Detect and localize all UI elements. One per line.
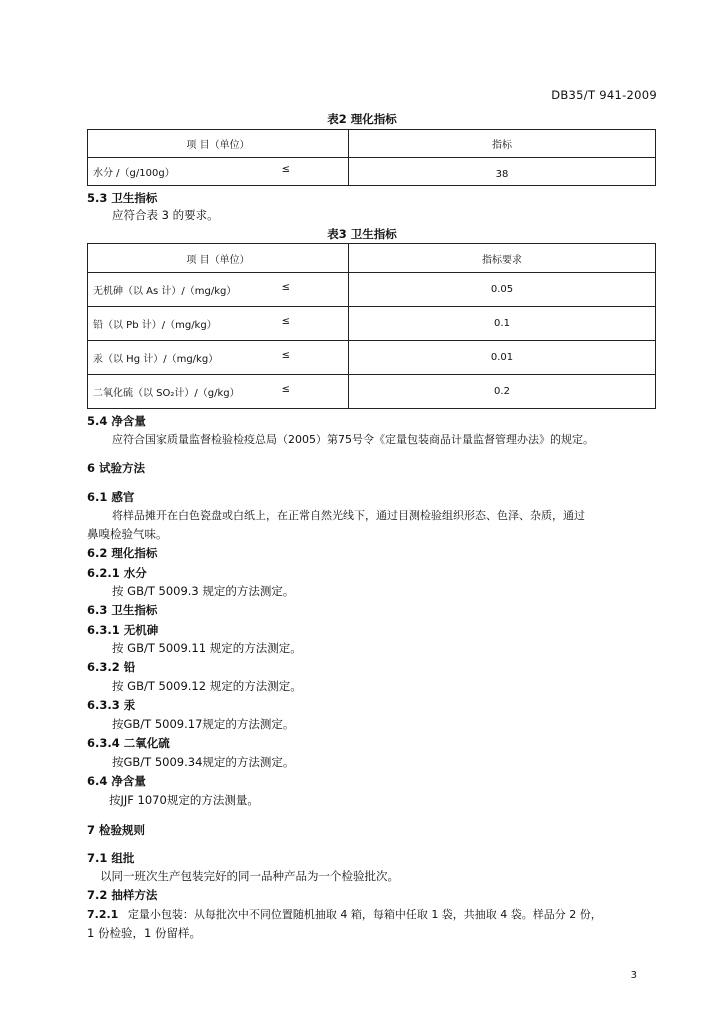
le-symbol: ≤ — [281, 384, 290, 395]
le-symbol: ≤ — [281, 350, 290, 361]
table3-header-value: 指标要求 — [349, 244, 656, 273]
section-7-heading: 7 检验规则 — [87, 823, 146, 837]
section-5-3-heading: 5.3 卫生指标 — [87, 191, 158, 205]
table2 — [87, 129, 656, 186]
section-7-1-heading: 7.1 组批 — [87, 851, 135, 865]
table2-caption: 表2 理化指标 — [327, 112, 397, 126]
le-symbol: ≤ — [281, 316, 290, 327]
table-cell-item — [88, 273, 349, 307]
section-5-3-text: 应符合表 3 的要求。 — [112, 208, 219, 222]
section-6-4-heading: 6.4 净含量 — [87, 774, 146, 788]
item-label: 无机砷（以 As 计）/（mg/kg） — [93, 286, 237, 297]
table3-header-item: 项 目（单位） — [88, 244, 349, 273]
table2-header-value: 指标 — [349, 130, 656, 158]
table-row — [88, 307, 656, 341]
section-7-2-1-number: 7.2.1 — [87, 908, 119, 921]
table-cell-item — [88, 341, 349, 375]
section-6-4-text: 按JJF 1070规定的方法测量。 — [109, 793, 259, 807]
section-7-1-text: 以同一班次生产包装完好的同一品种产品为一个检验批次。 — [100, 869, 399, 883]
section-5-4-heading: 5.4 净含量 — [87, 414, 146, 428]
section-6-2-heading: 6.2 理化指标 — [87, 546, 158, 560]
table-row — [88, 158, 656, 186]
table-cell-value: 0.05 — [349, 273, 656, 307]
section-6-3-1-text: 按 GB/T 5009.11 规定的方法测定。 — [112, 641, 302, 655]
le-symbol: ≤ — [281, 282, 290, 293]
table-cell-item — [88, 158, 349, 186]
table-cell-item — [88, 307, 349, 341]
section-6-1-line2: 鼻嗅检验气味。 — [87, 527, 168, 541]
standard-code: DB35/T 941-2009 — [551, 88, 657, 102]
table-cell-item — [88, 375, 349, 409]
table-row — [88, 375, 656, 409]
table3-header-row — [88, 244, 656, 273]
section-6-3-2-text: 按 GB/T 5009.12 规定的方法测定。 — [112, 679, 302, 693]
table2-header-item: 项 目（单位） — [88, 130, 349, 158]
table3 — [87, 243, 656, 409]
section-6-heading: 6 试验方法 — [87, 461, 146, 475]
table-row — [88, 341, 656, 375]
item-label: 铅（以 Pb 计）/（mg/kg） — [93, 320, 217, 331]
section-6-1-heading: 6.1 感官 — [87, 490, 135, 504]
item-label: 水分 /（g/100g） — [93, 168, 175, 179]
table-cell-value: 0.01 — [349, 341, 656, 375]
item-label: 汞（以 Hg 计）/（mg/kg） — [93, 354, 219, 365]
section-5-4-text: 应符合国家质量监督检验检疫总局（2005）第75号令《定量包装商品计量监督管理办法》的规定。 — [112, 433, 594, 446]
section-7-2-1-line2: 1 份检验，1 份留样。 — [87, 926, 201, 940]
item-label: 二氧化硫（以 SO₂计）/（g/kg） — [93, 388, 240, 399]
section-7-2-1-line1 — [87, 906, 602, 922]
table2-header-row — [88, 130, 656, 158]
page-number: 3 — [630, 970, 637, 981]
section-7-2-heading: 7.2 抽样方法 — [87, 888, 158, 902]
section-6-2-1-heading: 6.2.1 水分 — [87, 566, 147, 580]
section-6-3-3-text: 按GB/T 5009.17规定的方法测定。 — [112, 717, 295, 731]
section-6-3-3-heading: 6.3.3 汞 — [87, 698, 136, 712]
section-6-3-1-heading: 6.3.1 无机砷 — [87, 623, 159, 637]
table-row — [88, 273, 656, 307]
table-cell-value: 0.2 — [349, 375, 656, 409]
section-6-1-line1: 将样品摊开在白色瓷盘或白纸上，在正常自然光线下，通过目测检验组织形态、色泽、杂质，通过 — [112, 509, 585, 522]
section-6-3-4-heading: 6.3.4 二氧化硫 — [87, 736, 170, 750]
table-cell-value: 0.1 — [349, 307, 656, 341]
section-6-3-4-text: 按GB/T 5009.34规定的方法测定。 — [112, 755, 295, 769]
section-6-3-2-heading: 6.3.2 铅 — [87, 660, 136, 674]
le-symbol: ≤ — [281, 164, 290, 175]
table3-caption: 表3 卫生指标 — [327, 227, 397, 241]
section-7-2-1-text: 定量小包装：从每批次中不同位置随机抽取 4 箱，每箱中任取 1 袋，共抽取 4 袋。样品分 2 份， — [127, 908, 602, 921]
section-6-2-1-text: 按 GB/T 5009.3 规定的方法测定。 — [112, 584, 295, 598]
section-6-3-heading: 6.3 卫生指标 — [87, 603, 158, 617]
table-cell-value: 38 — [349, 158, 656, 186]
